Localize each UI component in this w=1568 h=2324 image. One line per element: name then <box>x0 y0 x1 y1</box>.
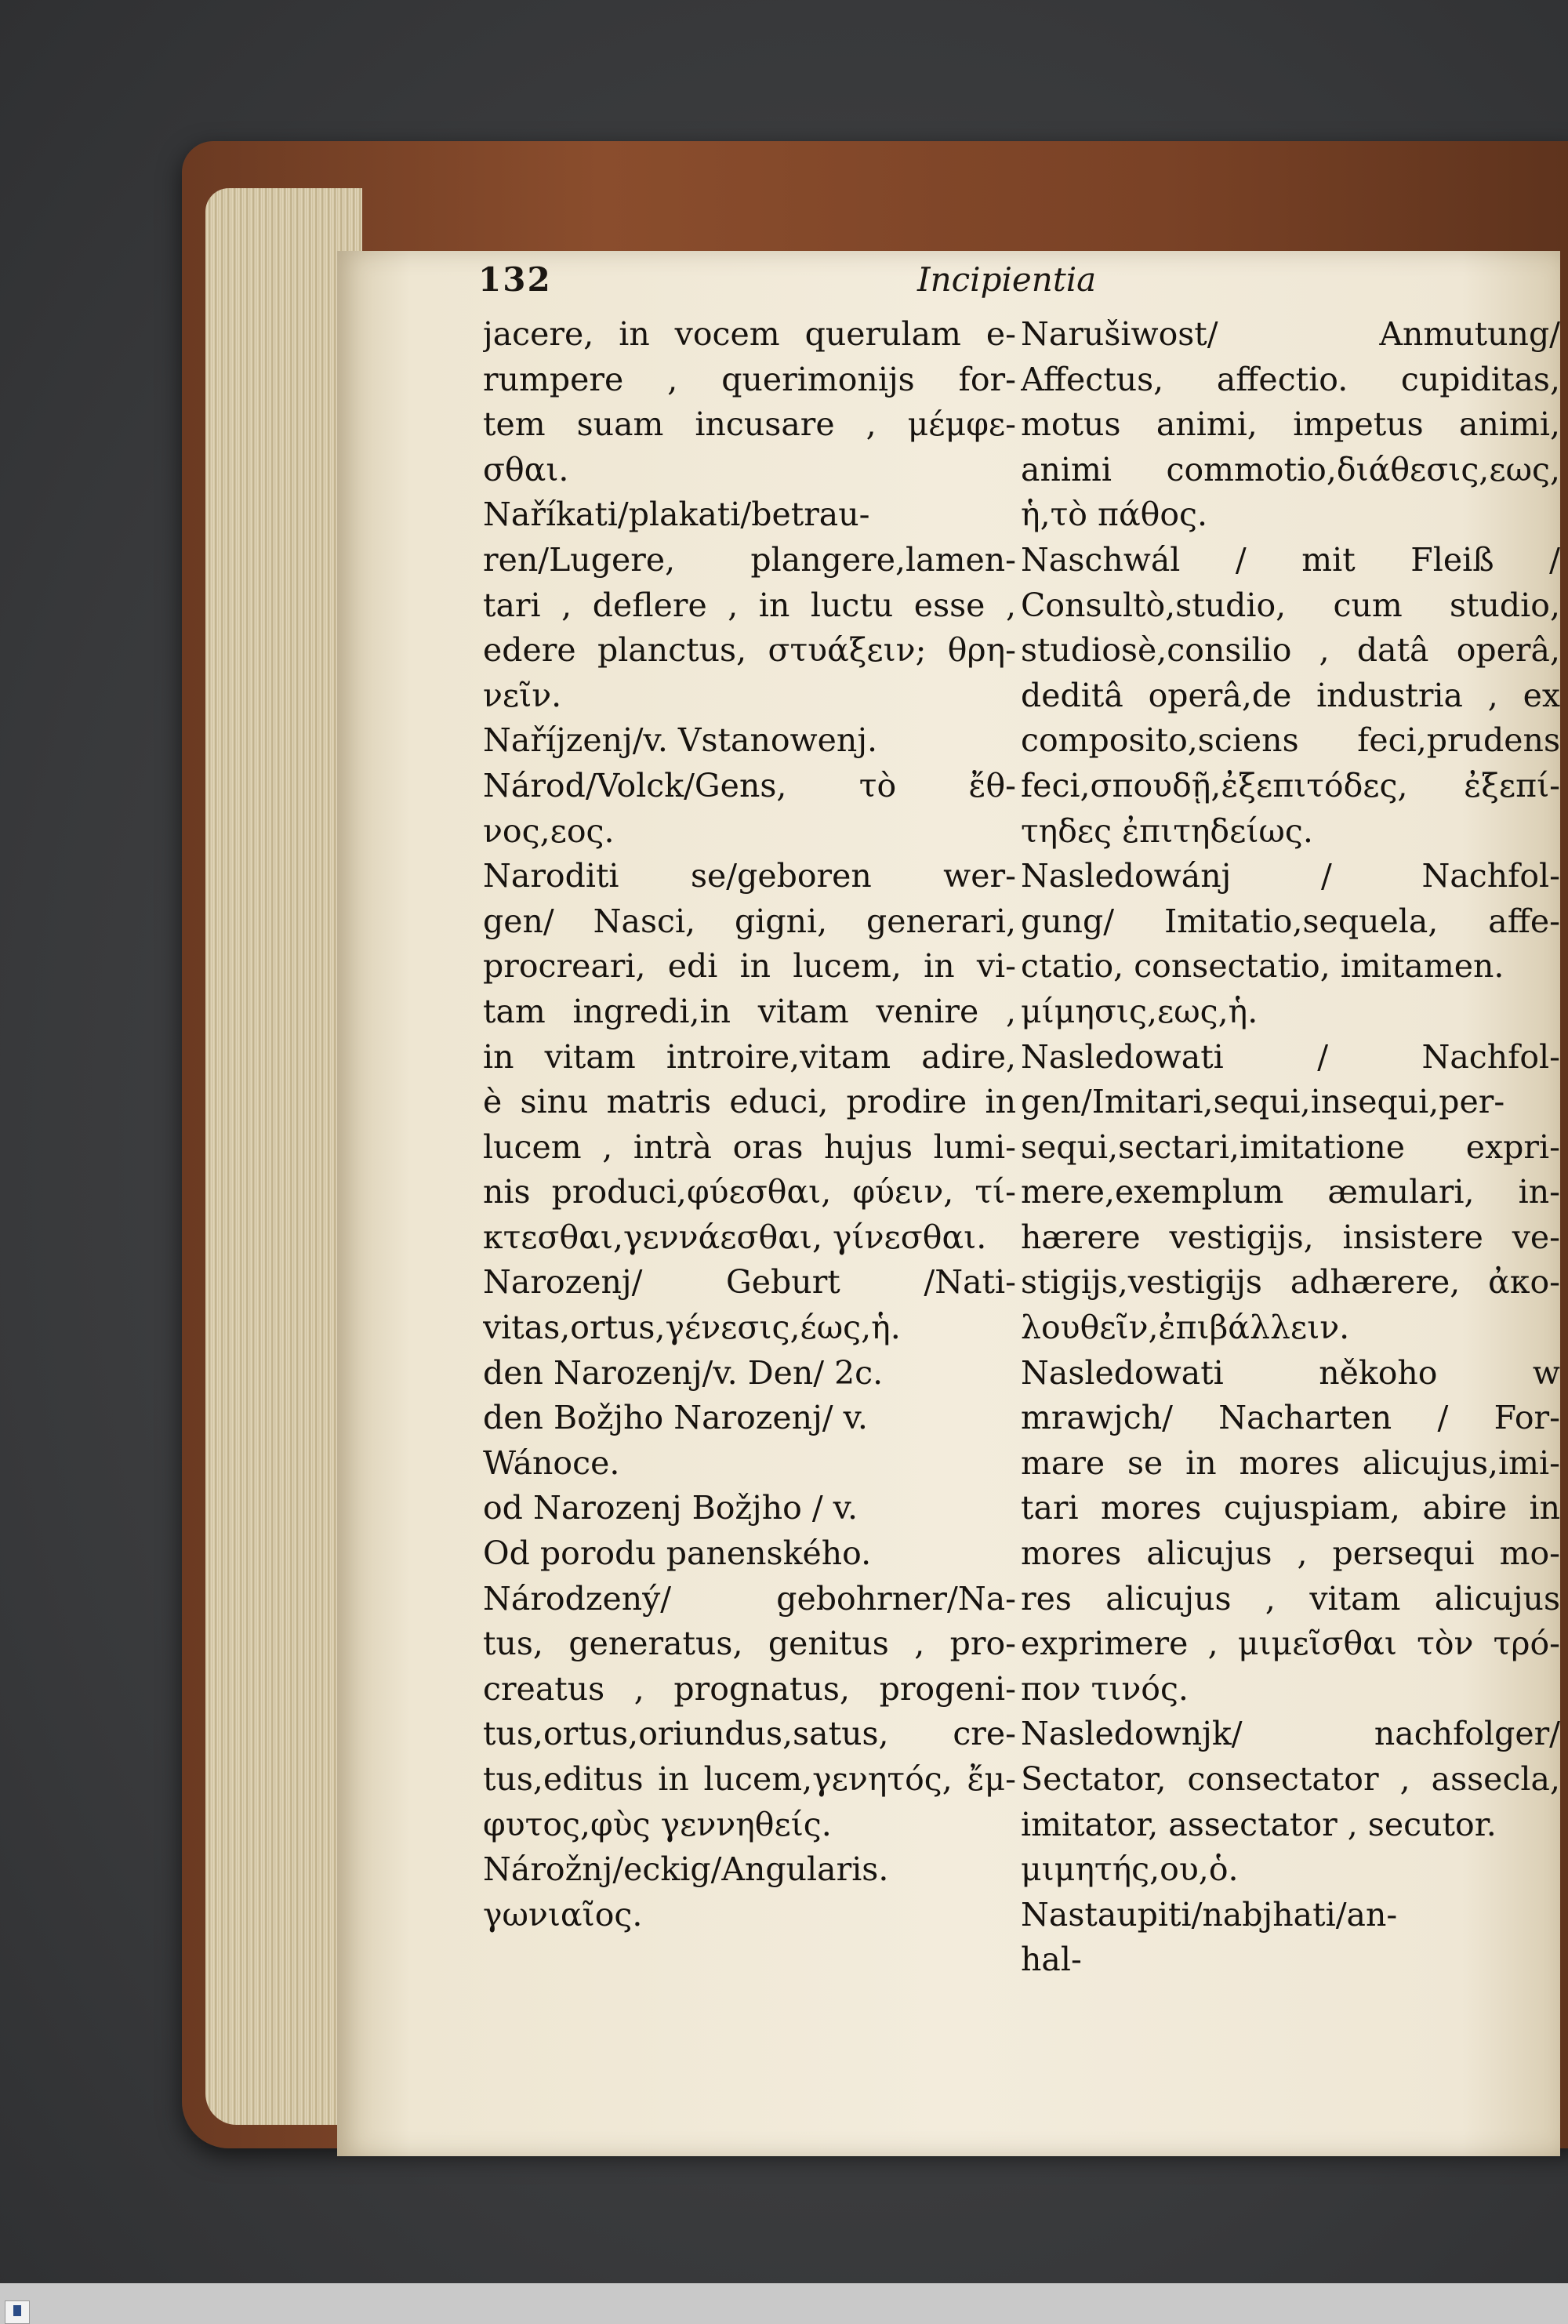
text-line: sequi,sectari,imitatione expri- <box>1021 1128 1560 1166</box>
text-line: Nasledowánj / Nachfol- <box>1021 857 1560 895</box>
text-line: tam ingredi,in vitam venire , <box>483 992 1016 1030</box>
text-line: gung/ Imitatio,sequela, affe- <box>1021 902 1560 940</box>
text-line: den Božjho Narozenj/ v. <box>483 1399 868 1437</box>
text-line: lucem , intrà oras hujus lumi- <box>483 1128 1016 1166</box>
text-line: φυτος,φὺς γεννηθείς. <box>483 1805 832 1843</box>
text-line: jacere, in vocem querulam e- <box>483 315 1016 353</box>
text-line: Wánoce. <box>483 1443 620 1482</box>
text-line: procreari, edi in lucem, in vi- <box>483 947 1016 986</box>
text-line: den Narozenj/v. Den/ 2c. <box>483 1353 884 1392</box>
text-line: creatus , prognatus, progeni- <box>483 1669 1016 1708</box>
text-line: Nasledowati / Nachfol- <box>1021 1037 1560 1076</box>
text-line: Consultò,studio, cum studio, <box>1021 586 1560 624</box>
text-line: Od porodu panenského. <box>483 1534 872 1573</box>
text-line: πον τινός. <box>1021 1669 1189 1708</box>
text-line: ctatio, consectatio, imitamen. <box>1021 947 1504 986</box>
text-line: mare se in mores alicujus,imi- <box>1021 1443 1560 1482</box>
text-line: stigijs,vestigijs adhærere, ἀκο- <box>1021 1263 1560 1302</box>
text-line: μιμητής,ου,ὁ. <box>1021 1850 1239 1889</box>
text-line: Naroditi se/geboren wer- <box>483 857 1016 895</box>
text-line: in vitam introire,vitam adire, <box>483 1037 1016 1076</box>
text-line: hal- <box>1021 1941 1082 1979</box>
right-column <box>1021 312 1560 1983</box>
text-line: Naříjzenj/v. Vstanowenj. <box>483 721 878 760</box>
text-line: Nasledowati někoho w <box>1021 1353 1560 1392</box>
text-line: gen/ Nasci, gigni, generari, <box>483 902 1016 940</box>
text-line: tus, generatus, genitus , pro- <box>483 1625 1016 1663</box>
text-line: mores alicujus , persequi mo- <box>1021 1534 1560 1573</box>
viewer-footer-strip <box>0 2283 1568 2324</box>
text-line: νος,εος. <box>483 812 615 850</box>
text-line: Národ/Volck/Gens, τὸ ἔθ- <box>483 766 1016 804</box>
text-line: tari mores cujuspiam, abire in <box>1021 1489 1560 1527</box>
text-line: tari , deflere , in luctu esse , <box>483 586 1016 624</box>
text-line: Nárožnj/eckig/Angularis. <box>483 1850 889 1889</box>
left-column <box>483 312 1016 1937</box>
text-line: res alicujus , vitam alicujus <box>1021 1579 1560 1618</box>
text-line: od Narozenj Božjho / v. <box>483 1489 858 1527</box>
text-line: κτεσθαι,γεννάεσθαι, γίνεσθαι. <box>483 1218 987 1256</box>
text-line: feci,σπουδῇ,ἐξεπιτόδες, ἐξεπί- <box>1021 766 1560 804</box>
text-line: tem suam incusare , μέμφε- <box>483 405 1016 444</box>
text-line: deditâ operâ,de industria , ex <box>1021 676 1560 714</box>
text-line: Národzený/ gebohrner/Na- <box>483 1579 1016 1618</box>
text-line: nis produci,φύεσθαι, φύειν, τί- <box>483 1173 1016 1211</box>
text-line: hærere vestigijs, insistere ve- <box>1021 1218 1560 1256</box>
text-line: σθαι. <box>483 450 569 488</box>
text-line: rumpere , querimonijs for- <box>483 360 1016 398</box>
text-line: ren/Lugere, plangere,lamen- <box>483 540 1016 579</box>
text-line: λουθεῖν,ἐπιβάλλειν. <box>1021 1309 1350 1347</box>
running-head: Incipientia <box>917 260 1097 299</box>
text-line: studiosè,consilio , datâ operâ, <box>1021 631 1560 670</box>
text-line: Naschwál / mit Fleiß / <box>1021 540 1560 579</box>
text-line: ἡ,τὸ πάθος. <box>1021 496 1207 534</box>
library-logo <box>5 2300 30 2324</box>
text-line: Affectus, affectio. cupiditas, <box>1021 360 1560 398</box>
text-line: tus,editus in lucem,γενητός, ἔμ- <box>483 1760 1016 1798</box>
text-line: Narušiwost/ Anmutung/ <box>1021 315 1560 353</box>
text-line: τηδες ἐπιτηδείως. <box>1021 812 1313 850</box>
text-line: Sectator, consectator , assecla, <box>1021 1760 1560 1798</box>
text-line: Narozenj/ Geburt /Nati- <box>483 1263 1016 1302</box>
page-number: 132 <box>478 260 552 299</box>
text-line: vitas,ortus,γένεσις,έως,ἡ. <box>483 1309 901 1347</box>
text-line: animi commotio,διάθεσις,εως, <box>1021 450 1560 488</box>
text-line: gen/Imitari,sequi,insequi,per- <box>1021 1083 1505 1121</box>
library-logo-icon <box>13 2305 21 2316</box>
text-line: è sinu matris educi, prodire in <box>483 1083 1016 1121</box>
text-line: imitator, assectator , secutor. <box>1021 1805 1497 1843</box>
text-line: γωνιαῖος. <box>483 1895 643 1934</box>
page-header <box>478 260 1568 307</box>
text-line: νεῖν. <box>483 676 562 714</box>
text-line: tus,ortus,oriundus,satus, cre- <box>483 1715 1016 1753</box>
text-line: edere planctus, στυάξειν; θρη- <box>483 631 1016 670</box>
text-line: Nastaupiti/nabjhati/an- <box>1021 1895 1398 1934</box>
text-line: mere,exemplum æmulari, in- <box>1021 1173 1560 1211</box>
text-line: Nasledownjk/ nachfolger/ <box>1021 1715 1560 1753</box>
text-line: μίμησις,εως,ἡ. <box>1021 992 1258 1030</box>
text-line: composito,sciens feci,prudens <box>1021 721 1560 760</box>
text-line: exprimere , μιμεῖσθαι τὸν τρό- <box>1021 1625 1560 1663</box>
text-line: Naříkati/plakati/betrau- <box>483 496 870 534</box>
text-line: motus animi, impetus animi, <box>1021 405 1560 444</box>
text-line: mrawjch/ Nacharten / For- <box>1021 1399 1560 1437</box>
